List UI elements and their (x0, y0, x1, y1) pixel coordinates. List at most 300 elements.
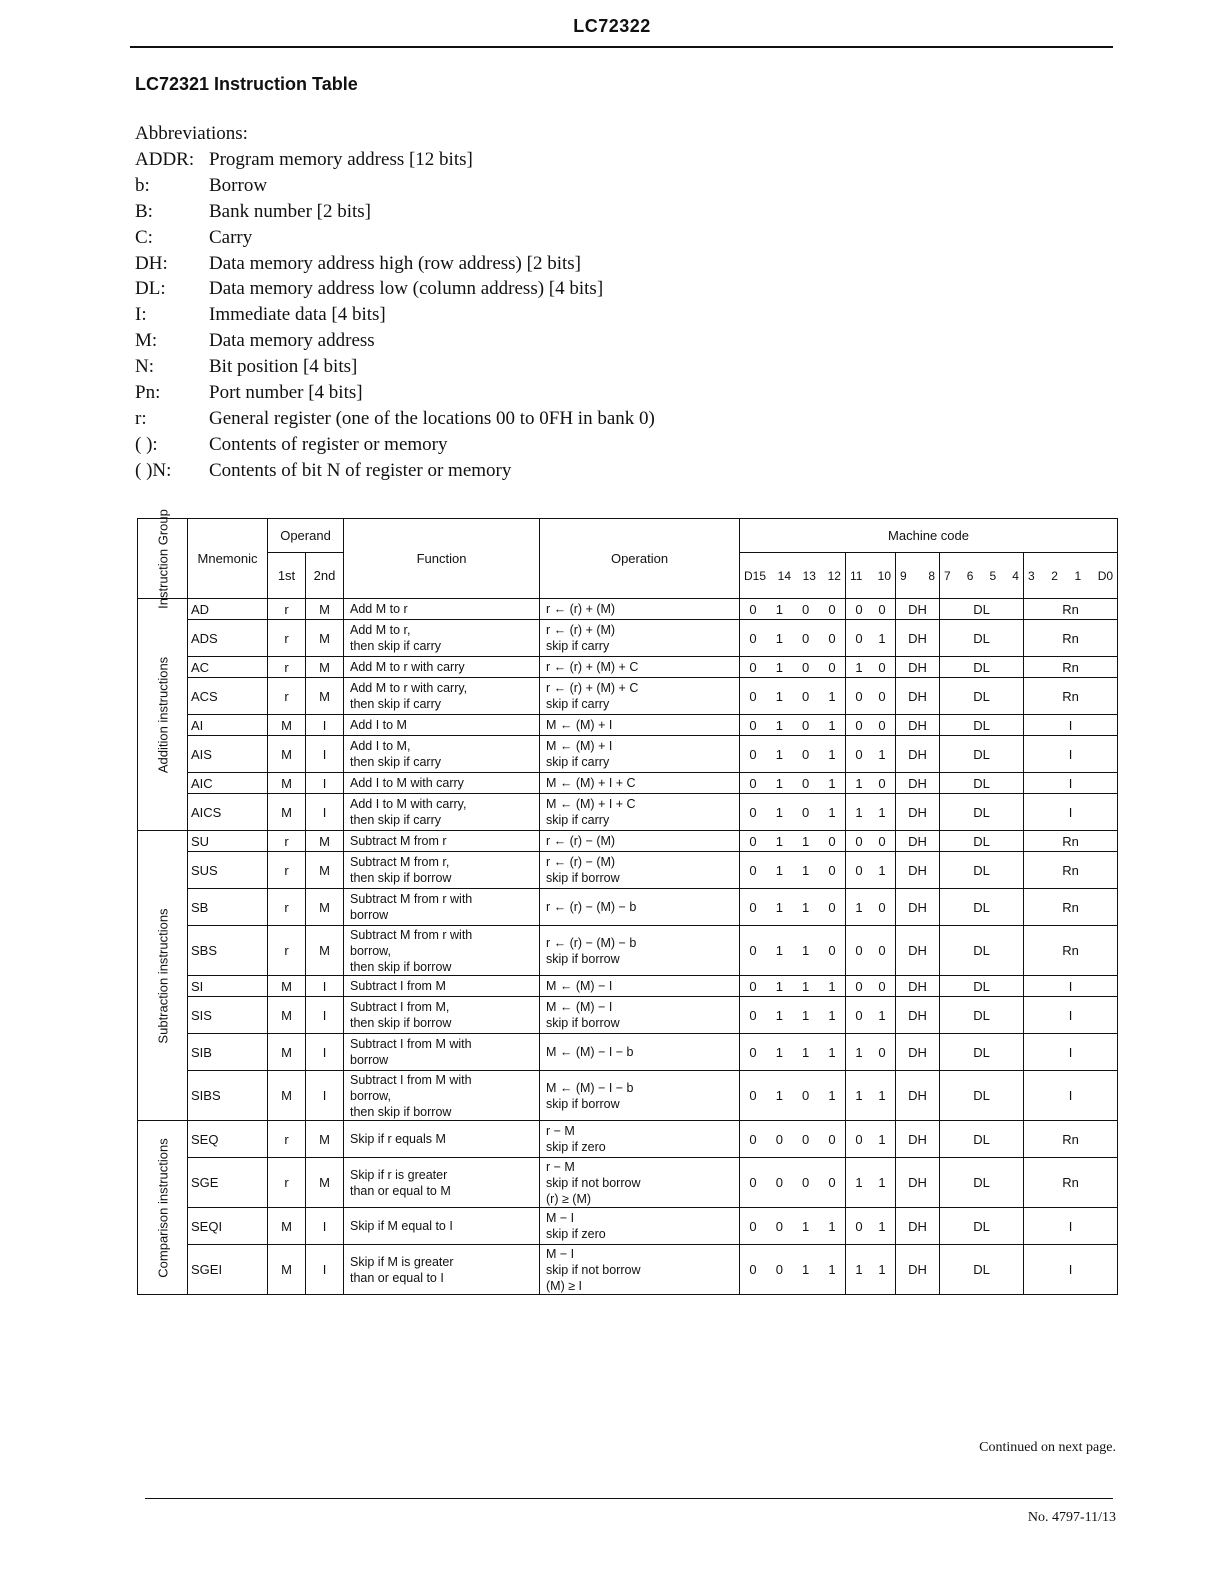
bit-label: D15 (744, 568, 767, 583)
code-low-cell: I (1024, 1071, 1118, 1121)
code-dl-cell: DL (940, 736, 1024, 773)
code-bits-d15-12 (740, 1245, 846, 1295)
code-low-cell: Rn (1024, 926, 1118, 976)
bit-value: 0 (878, 688, 886, 704)
abbreviation-key: C: (135, 226, 153, 248)
bit-value: 1 (878, 862, 886, 878)
operand-1st-cell: M (268, 736, 306, 773)
bit-value: 1 (878, 1175, 886, 1190)
text-line: skip if carry (546, 697, 610, 711)
text-line: skip if carry (546, 813, 610, 827)
mnemonic-cell: SIB (188, 1034, 268, 1071)
code-dh-cell: DH (896, 889, 940, 926)
abbreviation-description: Contents of register or memory (209, 433, 448, 455)
bits-11-10-header (846, 553, 896, 599)
code-dh-cell: DH (896, 1034, 940, 1071)
code-dh-cell: DH (896, 926, 940, 976)
bit-value: 0 (749, 688, 757, 704)
abbreviation-key: Pn: (135, 382, 161, 404)
abbreviation-description: Contents of bit N of register or memory (209, 459, 512, 481)
bit-value: 1 (855, 899, 863, 915)
bit-value: 0 (749, 1218, 757, 1234)
bit-value: 1 (775, 833, 783, 849)
function-cell (344, 1071, 540, 1121)
operand-1st-cell: r (268, 1121, 306, 1158)
operand-1st-cell: r (268, 599, 306, 620)
code-dl-cell: DL (940, 997, 1024, 1034)
bit-value: 0 (802, 1175, 810, 1190)
function-cell (344, 794, 540, 831)
operand-2nd-cell: I (306, 997, 344, 1034)
bit-value: 1 (802, 1262, 810, 1277)
function-cell (344, 736, 540, 773)
abbreviation-description: Carry (209, 226, 253, 248)
operand-1st-cell: M (268, 1034, 306, 1071)
text-line: (M) ≥ I (546, 1278, 583, 1293)
code-bits-d15-12 (740, 1071, 846, 1121)
abbreviation-row (135, 225, 655, 251)
operand-1st-cell: r (268, 852, 306, 889)
code-dh-cell: DH (896, 831, 940, 852)
abbreviation-description: Program memory address [12 bits] (209, 149, 473, 170)
operand-2nd-cell: I (306, 1034, 344, 1071)
table-row (138, 657, 1118, 678)
mnemonic-cell: SGEI (188, 1245, 268, 1295)
bit-value: 1 (802, 1044, 810, 1060)
mnemonic-cell: SB (188, 889, 268, 926)
code-bits-d15-12 (740, 657, 846, 678)
text-line: Subtract M from r with (350, 892, 473, 906)
bit-value: 0 (855, 601, 863, 617)
bit-value: 0 (802, 688, 810, 704)
bit-value: 0 (855, 862, 863, 878)
text-line: Subtract M from r with (350, 927, 473, 942)
operand-2nd-cell: M (306, 831, 344, 852)
bit-value: 0 (802, 775, 810, 791)
bit-value: 0 (749, 943, 757, 958)
bit-label: 10 (877, 568, 891, 583)
operand-1st-cell: M (268, 997, 306, 1034)
abbreviation-description: Data memory address (209, 330, 375, 352)
bit-value: 1 (828, 1088, 836, 1103)
function-cell (344, 1158, 540, 1208)
text-line: r ← (r) − (M) (546, 834, 616, 848)
bit-value: 1 (775, 630, 783, 646)
text-line: Skip if M equal to I (350, 1219, 453, 1233)
code-low-cell: Rn (1024, 620, 1118, 657)
mnemonic-cell: SIBS (188, 1071, 268, 1121)
text-line: M ← (M) − I (546, 1000, 613, 1014)
bit-value: 0 (855, 688, 863, 704)
bit-value: 1 (828, 978, 836, 994)
abbreviation-row (135, 380, 655, 406)
bit-value: 0 (775, 1218, 783, 1234)
table-row (138, 1034, 1118, 1071)
header-rule (130, 46, 1113, 48)
code-dl-cell: DL (940, 1245, 1024, 1295)
group-header-label: Instruction Group (155, 508, 170, 609)
operation-cell (540, 736, 740, 773)
bit-value: 1 (775, 601, 783, 617)
operand-2nd-cell: M (306, 926, 344, 976)
abbreviation-row (135, 251, 655, 277)
code-bits-d15-12 (740, 926, 846, 976)
code-bits-11-10 (846, 1208, 896, 1245)
text-line: r − M (546, 1159, 575, 1174)
bit-value: 1 (855, 659, 863, 675)
text-line: r ← (r) + (M) (546, 623, 616, 637)
bit-value: 1 (775, 862, 783, 878)
text-line: then skip if carry (350, 639, 442, 653)
code-low-cell: I (1024, 1034, 1118, 1071)
text-line: M − I (546, 1211, 575, 1225)
bit-value: 1 (855, 1044, 863, 1060)
code-dh-cell: DH (896, 976, 940, 997)
code-low-cell: I (1024, 736, 1118, 773)
bit-value: 0 (828, 862, 836, 878)
text-line: borrow, (350, 1088, 391, 1103)
function-cell (344, 976, 540, 997)
mnemonic-cell: SI (188, 976, 268, 997)
bit-value: 1 (878, 1131, 886, 1147)
code-dh-cell: DH (896, 1245, 940, 1295)
table-row (138, 715, 1118, 736)
bit-value: 0 (802, 746, 810, 762)
abbreviation-key: M: (135, 330, 158, 352)
operand-1st-cell: M (268, 773, 306, 794)
text-line: skip if borrow (546, 1096, 620, 1111)
bit-value: 0 (749, 833, 757, 849)
bit-value: 0 (749, 775, 757, 791)
bit-value: 1 (775, 804, 783, 820)
instruction-group-label: Addition instructions (155, 656, 170, 773)
table-row (138, 852, 1118, 889)
code-dh-cell: DH (896, 599, 940, 620)
code-bits-d15-12 (740, 976, 846, 997)
bit-value: 0 (855, 1131, 863, 1147)
table-row (138, 678, 1118, 715)
bit-label: 4 (1012, 568, 1019, 583)
bit-value: 0 (749, 1131, 757, 1147)
operand-1st-header: 1st (268, 553, 306, 599)
code-dh-cell: DH (896, 852, 940, 889)
document-number: No. 4797-11/13 (1027, 1510, 1116, 1525)
text-line: borrow (350, 1053, 389, 1067)
bit-value: 0 (802, 1131, 810, 1147)
operation-cell (540, 852, 740, 889)
mnemonic-cell: AC (188, 657, 268, 678)
code-dl-cell: DL (940, 715, 1024, 736)
bit-value: 0 (855, 1007, 863, 1023)
bits-3-0-header (1024, 553, 1118, 599)
text-line: skip if borrow (546, 951, 620, 966)
abbreviation-row (135, 432, 655, 458)
bit-label: 5 (989, 568, 997, 583)
text-line: borrow (350, 908, 389, 922)
code-low-cell: Rn (1024, 831, 1118, 852)
bit-value: 0 (878, 775, 886, 791)
text-line: then skip if borrow (350, 1104, 452, 1119)
operand-1st-cell: M (268, 1071, 306, 1121)
mnemonic-header: Mnemonic (188, 519, 268, 599)
bit-value: 0 (878, 978, 886, 994)
text-line: skip if zero (546, 1140, 606, 1154)
bit-value: 1 (775, 1044, 783, 1060)
table-row (138, 1245, 1118, 1295)
text-line: Skip if r equals M (350, 1132, 446, 1146)
bit-value: 0 (749, 746, 757, 762)
mnemonic-cell: SIS (188, 997, 268, 1034)
mnemonic-cell: SBS (188, 926, 268, 976)
bit-value: 1 (775, 717, 783, 733)
bit-value: 1 (775, 899, 783, 915)
code-dh-cell: DH (896, 678, 940, 715)
function-cell (344, 1208, 540, 1245)
abbreviation-description: Data memory address low (column address) [4 bits] (209, 278, 604, 300)
bit-value: 0 (749, 804, 757, 820)
bit-value: 0 (749, 1262, 757, 1277)
operation-header: Operation (540, 519, 740, 599)
bit-value: 0 (828, 899, 836, 915)
text-line: Add M to r (350, 602, 408, 616)
function-header: Function (344, 519, 540, 599)
bit-value: 1 (775, 1007, 783, 1023)
bit-value: 1 (775, 1088, 783, 1103)
operation-cell (540, 657, 740, 678)
text-line: then skip if borrow (350, 1016, 452, 1030)
bit-value: 1 (878, 746, 886, 762)
operation-cell (540, 773, 740, 794)
bit-label: 7 (944, 568, 951, 583)
code-bits-11-10 (846, 997, 896, 1034)
abbreviation-row (135, 199, 655, 225)
code-bits-d15-12 (740, 599, 846, 620)
abbreviation-key: ADDR: (135, 149, 195, 170)
table-row (138, 794, 1118, 831)
code-dl-cell: DL (940, 1071, 1024, 1121)
bit-value: 0 (878, 833, 886, 849)
operation-cell (540, 976, 740, 997)
bit-value: 1 (855, 775, 863, 791)
code-bits-11-10 (846, 976, 896, 997)
bit-value: 0 (775, 1131, 783, 1147)
abbreviation-row (135, 354, 655, 380)
function-cell (344, 678, 540, 715)
text-line: skip if zero (546, 1227, 606, 1241)
bit-value: 1 (878, 804, 886, 820)
abbreviation-key: b: (135, 174, 150, 196)
code-bits-11-10 (846, 620, 896, 657)
group-header (138, 508, 188, 609)
bit-value: 0 (749, 659, 757, 675)
abbreviation-row (135, 458, 655, 484)
operand-2nd-cell: I (306, 794, 344, 831)
page-title: LC72321 Instruction Table (135, 74, 358, 94)
bits-7-4-header (940, 553, 1024, 599)
code-bits-d15-12 (740, 773, 846, 794)
bit-value: 1 (828, 775, 836, 791)
text-line: then skip if carry (350, 755, 442, 769)
code-dh-cell: DH (896, 620, 940, 657)
bit-value: 1 (878, 1007, 886, 1023)
text-line: Add I to M, (350, 739, 411, 753)
bit-value: 0 (828, 659, 836, 675)
mnemonic-cell: AI (188, 715, 268, 736)
abbreviation-row (135, 147, 655, 173)
table-row (138, 620, 1118, 657)
code-dl-cell: DL (940, 831, 1024, 852)
text-line: M ← (M) − I (546, 979, 613, 993)
operand-1st-cell: M (268, 1208, 306, 1245)
operand-2nd-cell: M (306, 678, 344, 715)
instruction-group-label: Subtraction instructions (155, 907, 170, 1044)
instruction-group (138, 1121, 188, 1295)
code-bits-d15-12 (740, 1034, 846, 1071)
table-row (138, 889, 1118, 926)
text-line: Add M to r with carry, (350, 681, 468, 695)
bit-value: 0 (828, 833, 836, 849)
text-line: M ← (M) + I + C (546, 776, 636, 790)
bit-value: 0 (749, 1175, 757, 1190)
code-dh-cell: DH (896, 794, 940, 831)
text-line: Subtract M from r (350, 834, 447, 848)
abbreviations-rows (135, 147, 655, 484)
code-dl-cell: DL (940, 852, 1024, 889)
code-bits-d15-12 (740, 889, 846, 926)
function-cell (344, 889, 540, 926)
bit-value: 0 (749, 630, 757, 646)
text-line: M ← (M) + I (546, 718, 613, 732)
operation-cell (540, 678, 740, 715)
operand-2nd-cell: M (306, 852, 344, 889)
code-dh-cell: DH (896, 1121, 940, 1158)
text-line: skip if not borrow (546, 1175, 641, 1190)
bits-d15-12-header (740, 553, 846, 599)
code-bits-11-10 (846, 657, 896, 678)
text-line: Subtract I from M (350, 979, 446, 993)
text-line: r ← (r) + (M) + C (546, 660, 639, 674)
function-cell (344, 852, 540, 889)
operation-cell (540, 926, 740, 976)
code-low-cell: I (1024, 997, 1118, 1034)
function-cell (344, 831, 540, 852)
text-line: M ← (M) − I − b (546, 1080, 634, 1095)
code-bits-11-10 (846, 831, 896, 852)
bit-value: 1 (828, 1262, 836, 1277)
text-line: skip if borrow (546, 871, 620, 885)
operand-1st-cell: r (268, 620, 306, 657)
code-dl-cell: DL (940, 1121, 1024, 1158)
machine-code-header: Machine code (740, 519, 1118, 553)
code-dl-cell: DL (940, 599, 1024, 620)
bits-9-8-header (896, 553, 940, 599)
code-bits-d15-12 (740, 1208, 846, 1245)
code-low-cell: Rn (1024, 889, 1118, 926)
bit-value: 0 (828, 1175, 836, 1190)
mnemonic-cell: AIC (188, 773, 268, 794)
bit-value: 1 (855, 1262, 863, 1277)
abbreviation-description: Immediate data [4 bits] (209, 304, 386, 326)
table-row (138, 831, 1118, 852)
bit-value: 0 (749, 1044, 757, 1060)
abbreviation-row (135, 173, 655, 199)
bit-value: 1 (802, 943, 810, 958)
bit-value: 0 (828, 601, 836, 617)
code-bits-11-10 (846, 1245, 896, 1295)
abbreviation-key: DL: (135, 278, 166, 300)
operand-1st-cell: r (268, 678, 306, 715)
code-low-cell: Rn (1024, 599, 1118, 620)
operand-1st-cell: r (268, 657, 306, 678)
code-bits-11-10 (846, 736, 896, 773)
operand-2nd-header: 2nd (306, 553, 344, 599)
mnemonic-cell: ACS (188, 678, 268, 715)
code-bits-11-10 (846, 1034, 896, 1071)
code-dh-cell: DH (896, 657, 940, 678)
bit-value: 1 (775, 659, 783, 675)
bit-value: 0 (749, 978, 757, 994)
function-cell (344, 657, 540, 678)
bit-value: 0 (802, 659, 810, 675)
function-cell (344, 1121, 540, 1158)
bit-value: 0 (855, 1218, 863, 1234)
function-cell (344, 926, 540, 976)
bit-value: 1 (828, 688, 836, 704)
operation-cell (540, 831, 740, 852)
text-line: skip if borrow (546, 1016, 620, 1030)
bit-value: 0 (855, 943, 863, 958)
bit-value: 0 (749, 717, 757, 733)
abbreviation-description: Bit position [4 bits] (209, 356, 358, 378)
bit-label: 1 (1074, 568, 1082, 583)
code-bits-11-10 (846, 1158, 896, 1208)
bit-value: 1 (828, 1218, 836, 1234)
function-cell (344, 1034, 540, 1071)
abbreviation-row (135, 276, 655, 302)
mnemonic-cell: SEQI (188, 1208, 268, 1245)
bit-label: 14 (777, 568, 791, 583)
operation-cell (540, 1208, 740, 1245)
operand-1st-cell: r (268, 889, 306, 926)
operand-2nd-cell: M (306, 1158, 344, 1208)
table-row (138, 997, 1118, 1034)
bit-value: 1 (828, 1007, 836, 1023)
operand-2nd-cell: M (306, 620, 344, 657)
table-row (138, 1208, 1118, 1245)
bit-value: 0 (802, 630, 810, 646)
code-dl-cell: DL (940, 678, 1024, 715)
text-line: skip if not borrow (546, 1262, 641, 1277)
text-line: M ← (M) + I (546, 739, 613, 753)
operation-cell (540, 1158, 740, 1208)
bit-value: 1 (855, 1175, 863, 1190)
abbreviation-key: r: (135, 407, 147, 429)
function-cell (344, 715, 540, 736)
table-row (138, 976, 1118, 997)
operand-2nd-cell: M (306, 657, 344, 678)
bit-value: 1 (878, 1218, 886, 1234)
code-dh-cell: DH (896, 773, 940, 794)
table-row (138, 1071, 1118, 1121)
code-dh-cell: DH (896, 1208, 940, 1245)
text-line: r ← (r) + (M) (546, 602, 616, 616)
code-bits-11-10 (846, 852, 896, 889)
code-low-cell: Rn (1024, 1121, 1118, 1158)
code-bits-d15-12 (740, 997, 846, 1034)
bit-value: 0 (775, 1175, 783, 1190)
abbreviation-row (135, 406, 655, 432)
code-bits-11-10 (846, 889, 896, 926)
